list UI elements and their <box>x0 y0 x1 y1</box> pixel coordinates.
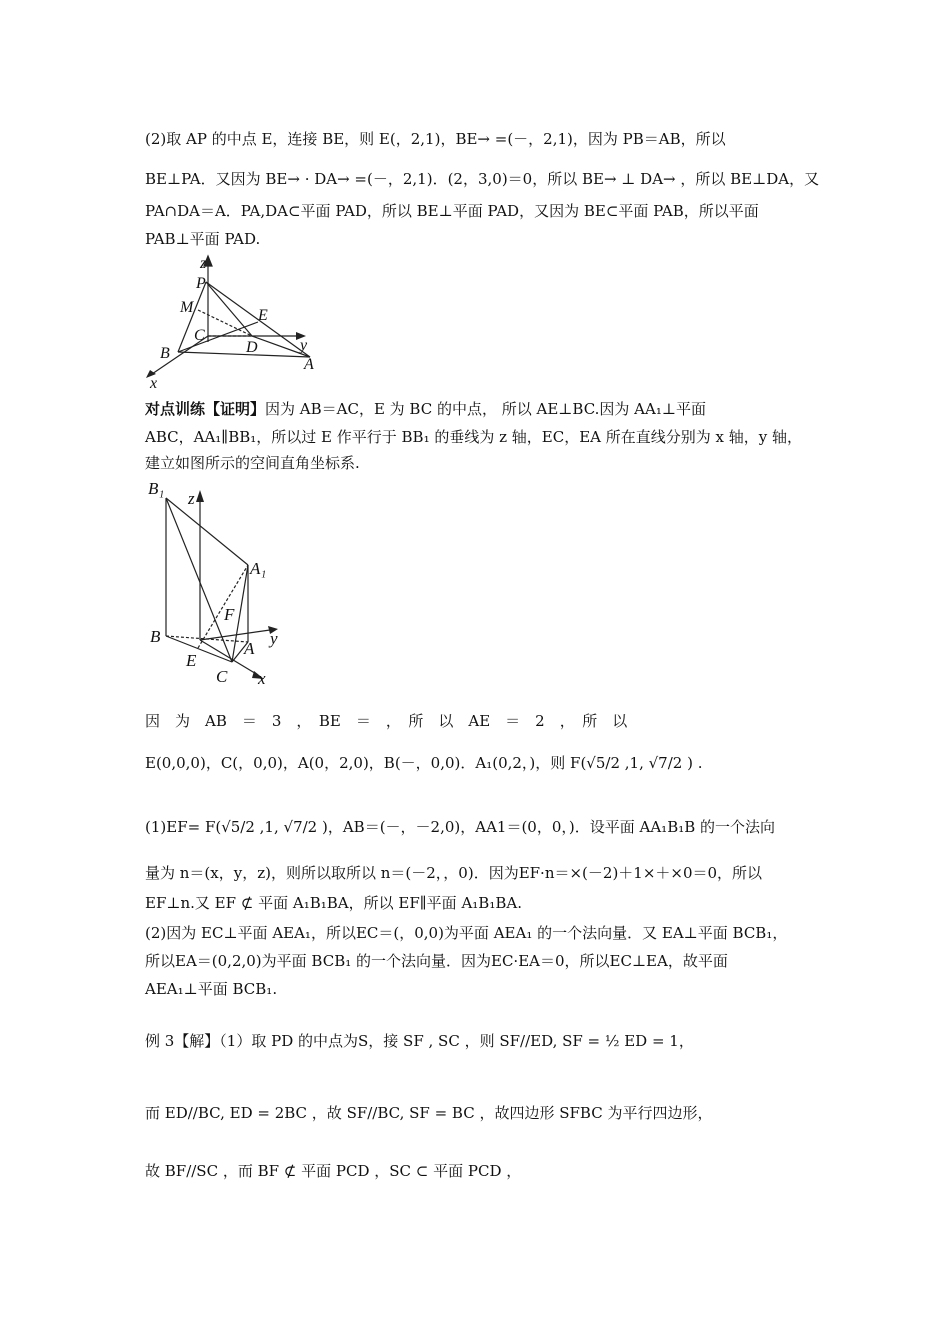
example3-line-3: 故 BF//SC ，而 BF ⊄ 平面 PCD ，SC ⊂ 平面 PCD ， <box>145 1162 522 1180</box>
part2-line-1: (2)取 AP 的中点 E，连接 BE，则 E(，2,1)，BE→ =(－，2,1)，因为 PB＝AB，所以 <box>145 130 726 148</box>
label-f: F <box>224 605 235 624</box>
label-y: y <box>270 629 278 648</box>
segment-b1c <box>166 498 232 662</box>
training-line-3: 建立如图所示的空间直角坐标系. <box>145 454 360 472</box>
label-a1: A₁ <box>250 559 267 578</box>
label-c: C <box>216 667 228 686</box>
label-a: A <box>244 639 255 658</box>
z-axis-arrow <box>196 490 204 502</box>
label-d: D <box>246 339 258 356</box>
solution-line-1: 因 为 AB ＝ 3 ， BE ＝ ， 所 以 AE ＝ 2 ， 所 以 <box>145 712 628 730</box>
solution-line-5: EF⊥n.又 EF ⊄ 平面 A₁B₁BA，所以 EF∥平面 A₁B₁BA. <box>145 894 522 912</box>
label-a: A <box>304 356 314 373</box>
label-x: x <box>258 669 266 688</box>
label-p: P <box>196 275 206 292</box>
y-axis <box>200 630 270 640</box>
label-e: E <box>258 307 268 324</box>
label-e: E <box>186 651 197 670</box>
label-z: z <box>200 255 207 272</box>
training-heading: 对点训练【证明】 <box>145 400 266 418</box>
label-m: M <box>180 299 194 316</box>
label-b: B <box>150 627 161 646</box>
part2-line-4: PAB⊥平面 PAD. <box>145 230 261 248</box>
label-z: z <box>188 489 195 508</box>
edge-ba <box>178 352 310 357</box>
label-y: y <box>300 337 308 354</box>
pyramid-figure <box>140 252 330 392</box>
part2-line-2: BE⊥PA．又因为 BE→ · DA→ =(－，2,1)．(2，3,0)＝0，所以 BE→ ⊥ DA→ ，所以 BE⊥DA，又 <box>145 170 820 188</box>
segment-ea1-hidden <box>198 565 248 648</box>
solution-line-6: (2)因为 EC⊥平面 AEA₁，所以EC＝(，0,0)为平面 AEA₁ 的一个法向量．又 EA⊥平面 BCB₁， <box>145 924 788 942</box>
solution-line-3: (1)EF= F(√5/2 ,1, √7/2 )，AB＝(－，－2,0)，AA1＝(0，0，)．设平面 AA₁B₁B 的一个法向 <box>145 818 776 836</box>
solution-line-2: E(0,0,0)，C(，0,0)，A(0，2,0)，B(－，0,0)．A₁(0,2，)，则 F(√5/2 ,1, √7/2 ) . <box>145 754 703 772</box>
label-b1: B₁ <box>148 479 165 498</box>
example3-line-2: 而 ED//BC, ED = 2BC ，故 SF//BC, SF = BC ，故四边形 SFBC 为平行四边形， <box>145 1104 713 1122</box>
edge-b1a1 <box>166 498 248 565</box>
part2-line-3: PA∩DA＝A．PA,DA⊂平面 PAD，所以 BE⊥平面 PAD，又因为 BE⊂平面 PAB，所以平面 <box>145 202 759 220</box>
label-b: B <box>160 345 170 362</box>
example3-line-1: 例 3【解】（1）取 PD 的中点为S，接 SF , SC ，则 SF//ED, SF = ½ ED = 1， <box>145 1032 694 1050</box>
training-text-1: 因为 AB＝AC，E 为 BC 的中点， 所以 AE⊥BC.因为 AA₁⊥平面 <box>265 400 706 418</box>
training-line-1 <box>145 398 810 420</box>
solution-line-8: AEA₁⊥平面 BCB₁. <box>145 980 278 998</box>
edge-pd <box>206 282 252 336</box>
segment-md <box>198 310 252 336</box>
training-line-2: ABC，AA₁∥BB₁，所以过 E 作平行于 BB₁ 的垂线为 z 轴，EC，EA 所在直线分别为 x 轴，y 轴， <box>145 428 803 446</box>
prism-figure <box>140 470 300 695</box>
solution-line-4: 量为 n＝(x，y，z)，则所以取所以 n＝(－2，，0)．因为EF·n＝×(－2)＋1×＋×0＝0，所以 <box>145 864 763 882</box>
label-c: C <box>194 327 205 344</box>
label-x: x <box>150 375 158 392</box>
solution-line-7: 所以EA＝(0,2,0)为平面 BCB₁ 的一个法向量．因为EC·EA＝0，所以EC⊥EA，故平面 <box>145 952 728 970</box>
